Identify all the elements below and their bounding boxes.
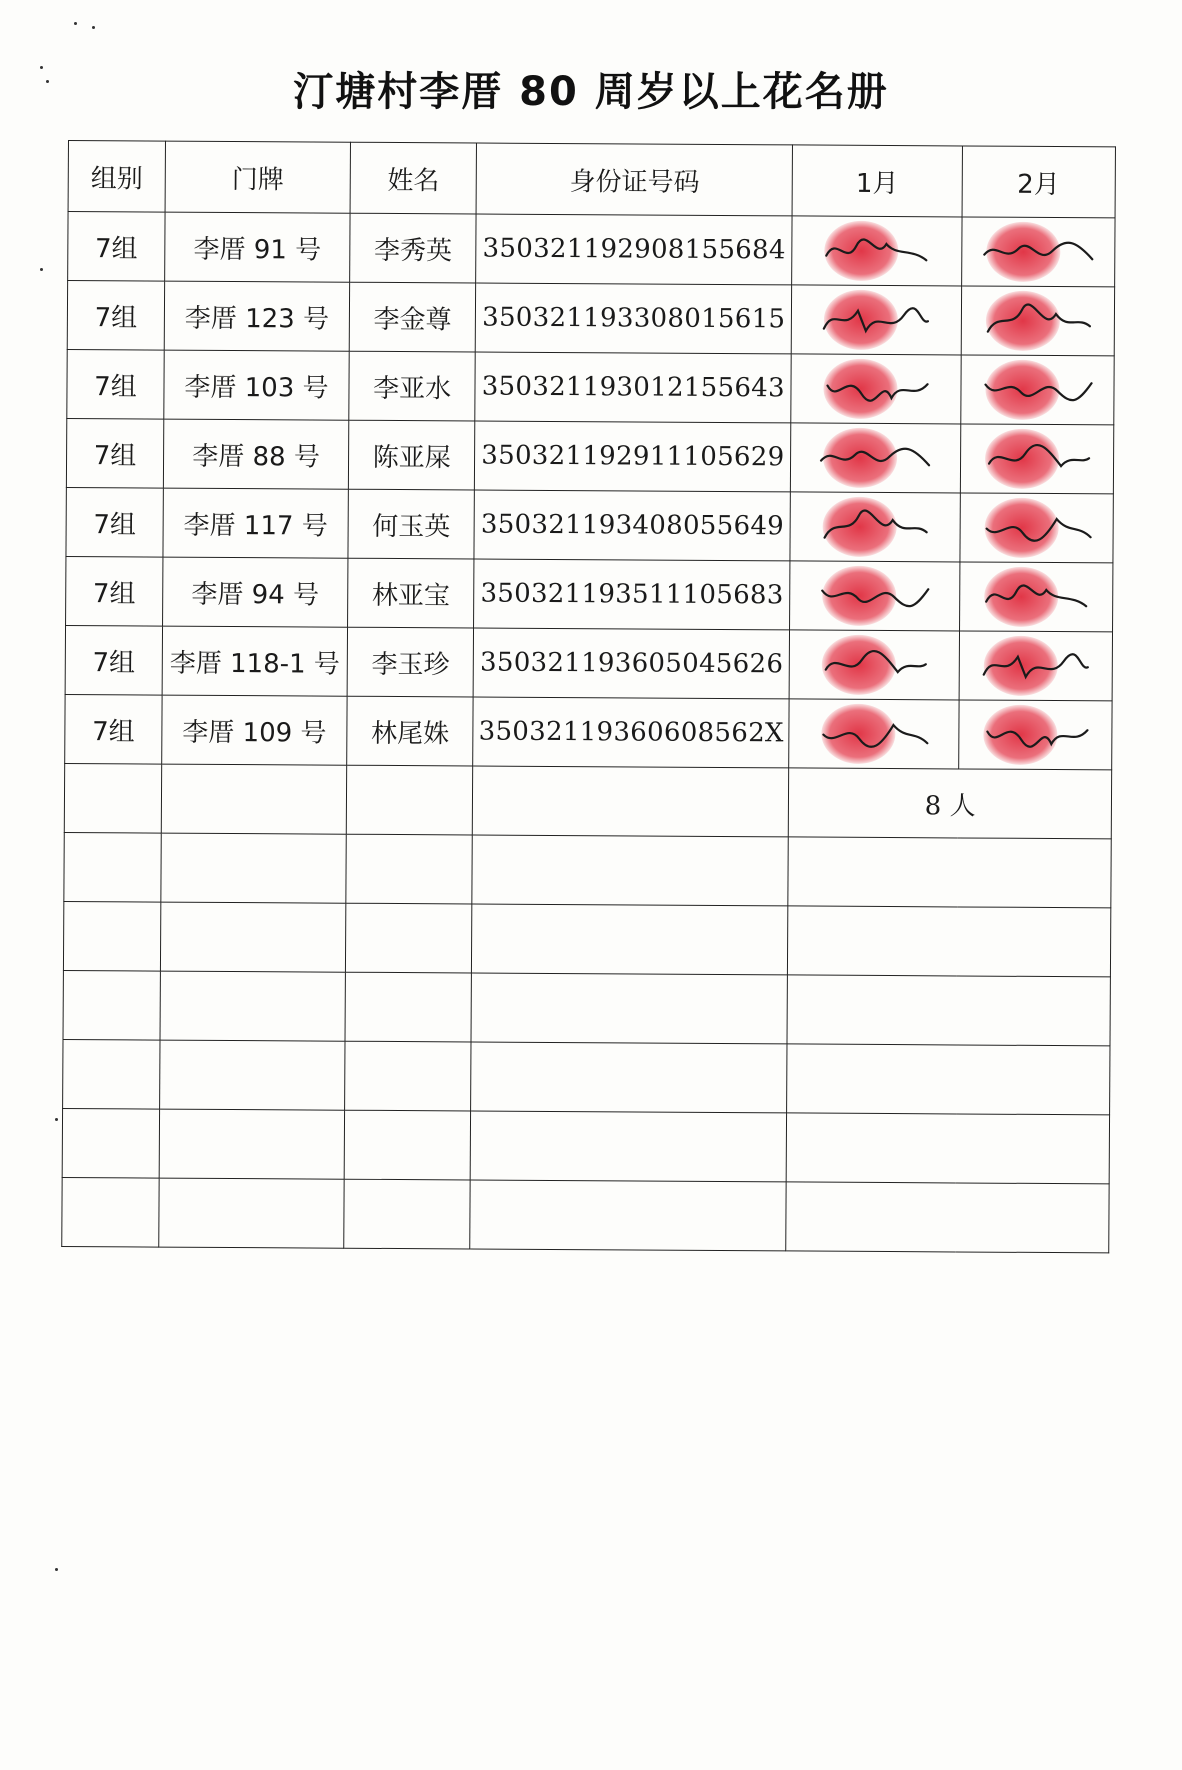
- empty-cell: [471, 1111, 787, 1182]
- name-cell: 林亚宝: [348, 558, 475, 628]
- name-cell: 李金尊: [349, 282, 476, 352]
- empty-cell: [787, 1044, 1110, 1115]
- header-name: 姓名: [350, 142, 477, 214]
- id-number-cell: 350321193012155643: [475, 352, 791, 423]
- handwritten-signature: [816, 364, 936, 415]
- empty-cell: [788, 906, 1111, 977]
- empty-cell: [62, 1108, 159, 1178]
- empty-cell: [62, 1177, 159, 1247]
- empty-cell: [473, 766, 789, 837]
- roster-body: [62, 212, 1115, 1253]
- empty-row: [64, 763, 1111, 838]
- doorplate-cell: 李厝 91 号: [165, 212, 350, 282]
- page-title: 汀塘村李厝 80 周岁以上花名册: [293, 69, 889, 115]
- scan-speck: [74, 22, 77, 25]
- handwritten-signature: [814, 571, 934, 622]
- empty-cell: [64, 763, 161, 833]
- scan-speck: [55, 1118, 58, 1121]
- signature-cell-month-2: [961, 217, 1115, 287]
- empty-cell: [471, 973, 787, 1044]
- scan-speck: [55, 1568, 58, 1571]
- signature-cell-month-1: [789, 699, 959, 769]
- table-row: [66, 487, 1113, 562]
- empty-row: [62, 1108, 1109, 1183]
- handwritten-signature: [978, 296, 1098, 347]
- signature-cell-month-2: [959, 562, 1113, 632]
- total-count: 8 人: [789, 768, 1112, 839]
- group-cell: 7组: [66, 556, 163, 626]
- group-cell: 7组: [65, 625, 162, 695]
- group-cell: 7组: [68, 212, 165, 282]
- doorplate-cell: 李厝 123 号: [164, 281, 349, 351]
- name-cell: 李秀英: [350, 213, 477, 283]
- id-number-cell: 350321193408055649: [474, 490, 790, 561]
- handwritten-signature: [814, 709, 934, 760]
- handwritten-signature: [817, 226, 937, 277]
- table-row: [66, 418, 1113, 493]
- handwritten-signature: [976, 503, 1096, 554]
- empty-cell: [786, 1182, 1109, 1253]
- id-number-cell: 350321192908155684: [476, 214, 792, 285]
- handwritten-signature: [978, 227, 1098, 278]
- table-row: [67, 281, 1114, 356]
- header-id-number: 身份证号码: [476, 143, 792, 216]
- handwritten-signature: [814, 640, 934, 691]
- doorplate-cell: 李厝 94 号: [163, 557, 348, 627]
- name-cell: 李亚水: [349, 351, 476, 421]
- signature-cell-month-2: [959, 493, 1113, 563]
- empty-cell: [160, 902, 345, 972]
- signature-cell-month-1: [791, 423, 961, 493]
- name-cell: 陈亚屎: [348, 420, 475, 490]
- signature-cell-month-1: [790, 492, 960, 562]
- empty-cell: [471, 1042, 787, 1113]
- table-row: [65, 694, 1112, 769]
- id-number-cell: 350321193308015615: [476, 283, 792, 354]
- table-row: [67, 349, 1114, 424]
- scan-speck: [40, 268, 43, 271]
- id-number-cell: 350321192911105629: [475, 421, 791, 492]
- signature-cell-month-2: [961, 286, 1115, 356]
- empty-cell: [344, 1110, 471, 1180]
- handwritten-signature: [975, 641, 1095, 692]
- empty-cell: [472, 835, 788, 906]
- empty-row: [63, 1039, 1110, 1114]
- header-month-1: 1月: [792, 145, 962, 217]
- empty-cell: [63, 901, 160, 971]
- signature-cell-month-1: [791, 354, 961, 424]
- doorplate-cell: 李厝 88 号: [163, 419, 348, 489]
- empty-row: [62, 1177, 1109, 1252]
- empty-cell: [160, 971, 345, 1041]
- group-cell: 7组: [67, 349, 164, 419]
- empty-cell: [786, 1113, 1109, 1184]
- empty-cell: [788, 837, 1111, 908]
- roster-table: [61, 140, 1116, 1253]
- empty-row: [63, 901, 1110, 976]
- empty-cell: [64, 832, 161, 902]
- doorplate-cell: 李厝 118-1 号: [162, 626, 347, 696]
- id-number-cell: 350321193511105683: [474, 559, 790, 630]
- name-cell: 李玉珍: [347, 627, 474, 697]
- empty-row: [64, 832, 1111, 907]
- signature-cell-month-2: [958, 700, 1112, 770]
- empty-cell: [346, 834, 473, 904]
- empty-cell: [470, 1180, 786, 1251]
- header-row: [68, 141, 1115, 218]
- empty-cell: [344, 1179, 471, 1249]
- empty-cell: [345, 972, 472, 1042]
- signature-cell-month-1: [792, 216, 962, 286]
- group-cell: 7组: [65, 694, 162, 764]
- handwritten-signature: [815, 502, 935, 553]
- header-month-2: 2月: [962, 146, 1116, 218]
- handwritten-signature: [977, 434, 1097, 485]
- empty-cell: [346, 765, 473, 835]
- header-group: 组别: [68, 141, 165, 213]
- group-cell: 7组: [66, 418, 163, 488]
- handwritten-signature: [815, 433, 935, 484]
- name-cell: 何玉英: [348, 489, 475, 559]
- doorplate-cell: 李厝 103 号: [164, 350, 349, 420]
- group-cell: 7组: [66, 487, 163, 557]
- empty-cell: [63, 970, 160, 1040]
- table-row: [66, 556, 1113, 631]
- empty-cell: [159, 1109, 344, 1179]
- empty-cell: [345, 1041, 472, 1111]
- handwritten-signature: [976, 572, 1096, 623]
- group-cell: 7组: [67, 281, 164, 351]
- empty-cell: [159, 1178, 344, 1248]
- roster-sheet: [61, 140, 1116, 1253]
- signature-cell-month-1: [791, 285, 961, 355]
- signature-cell-month-1: [789, 630, 959, 700]
- empty-cell: [472, 904, 788, 975]
- id-number-cell: 35032119360608562X: [473, 697, 789, 768]
- signature-cell-month-1: [790, 561, 960, 631]
- handwritten-signature: [816, 295, 936, 346]
- empty-cell: [161, 764, 346, 834]
- header-doorplate: 门牌: [165, 141, 350, 213]
- empty-cell: [787, 975, 1110, 1046]
- handwritten-signature: [977, 365, 1097, 416]
- signature-cell-month-2: [959, 631, 1113, 701]
- signature-cell-month-2: [960, 355, 1114, 425]
- empty-cell: [63, 1039, 160, 1109]
- empty-cell: [345, 903, 472, 973]
- scan-speck: [92, 26, 95, 29]
- name-cell: 林尾姝: [347, 696, 474, 766]
- table-row: [65, 625, 1112, 700]
- table-row: [68, 212, 1115, 287]
- doorplate-cell: 李厝 109 号: [162, 695, 347, 765]
- empty-cell: [161, 833, 346, 903]
- empty-row: [63, 970, 1110, 1045]
- empty-cell: [160, 1040, 345, 1110]
- signature-cell-month-2: [960, 424, 1114, 494]
- doorplate-cell: 李厝 117 号: [163, 488, 348, 558]
- id-number-cell: 350321193605045626: [473, 628, 789, 699]
- handwritten-signature: [975, 710, 1095, 761]
